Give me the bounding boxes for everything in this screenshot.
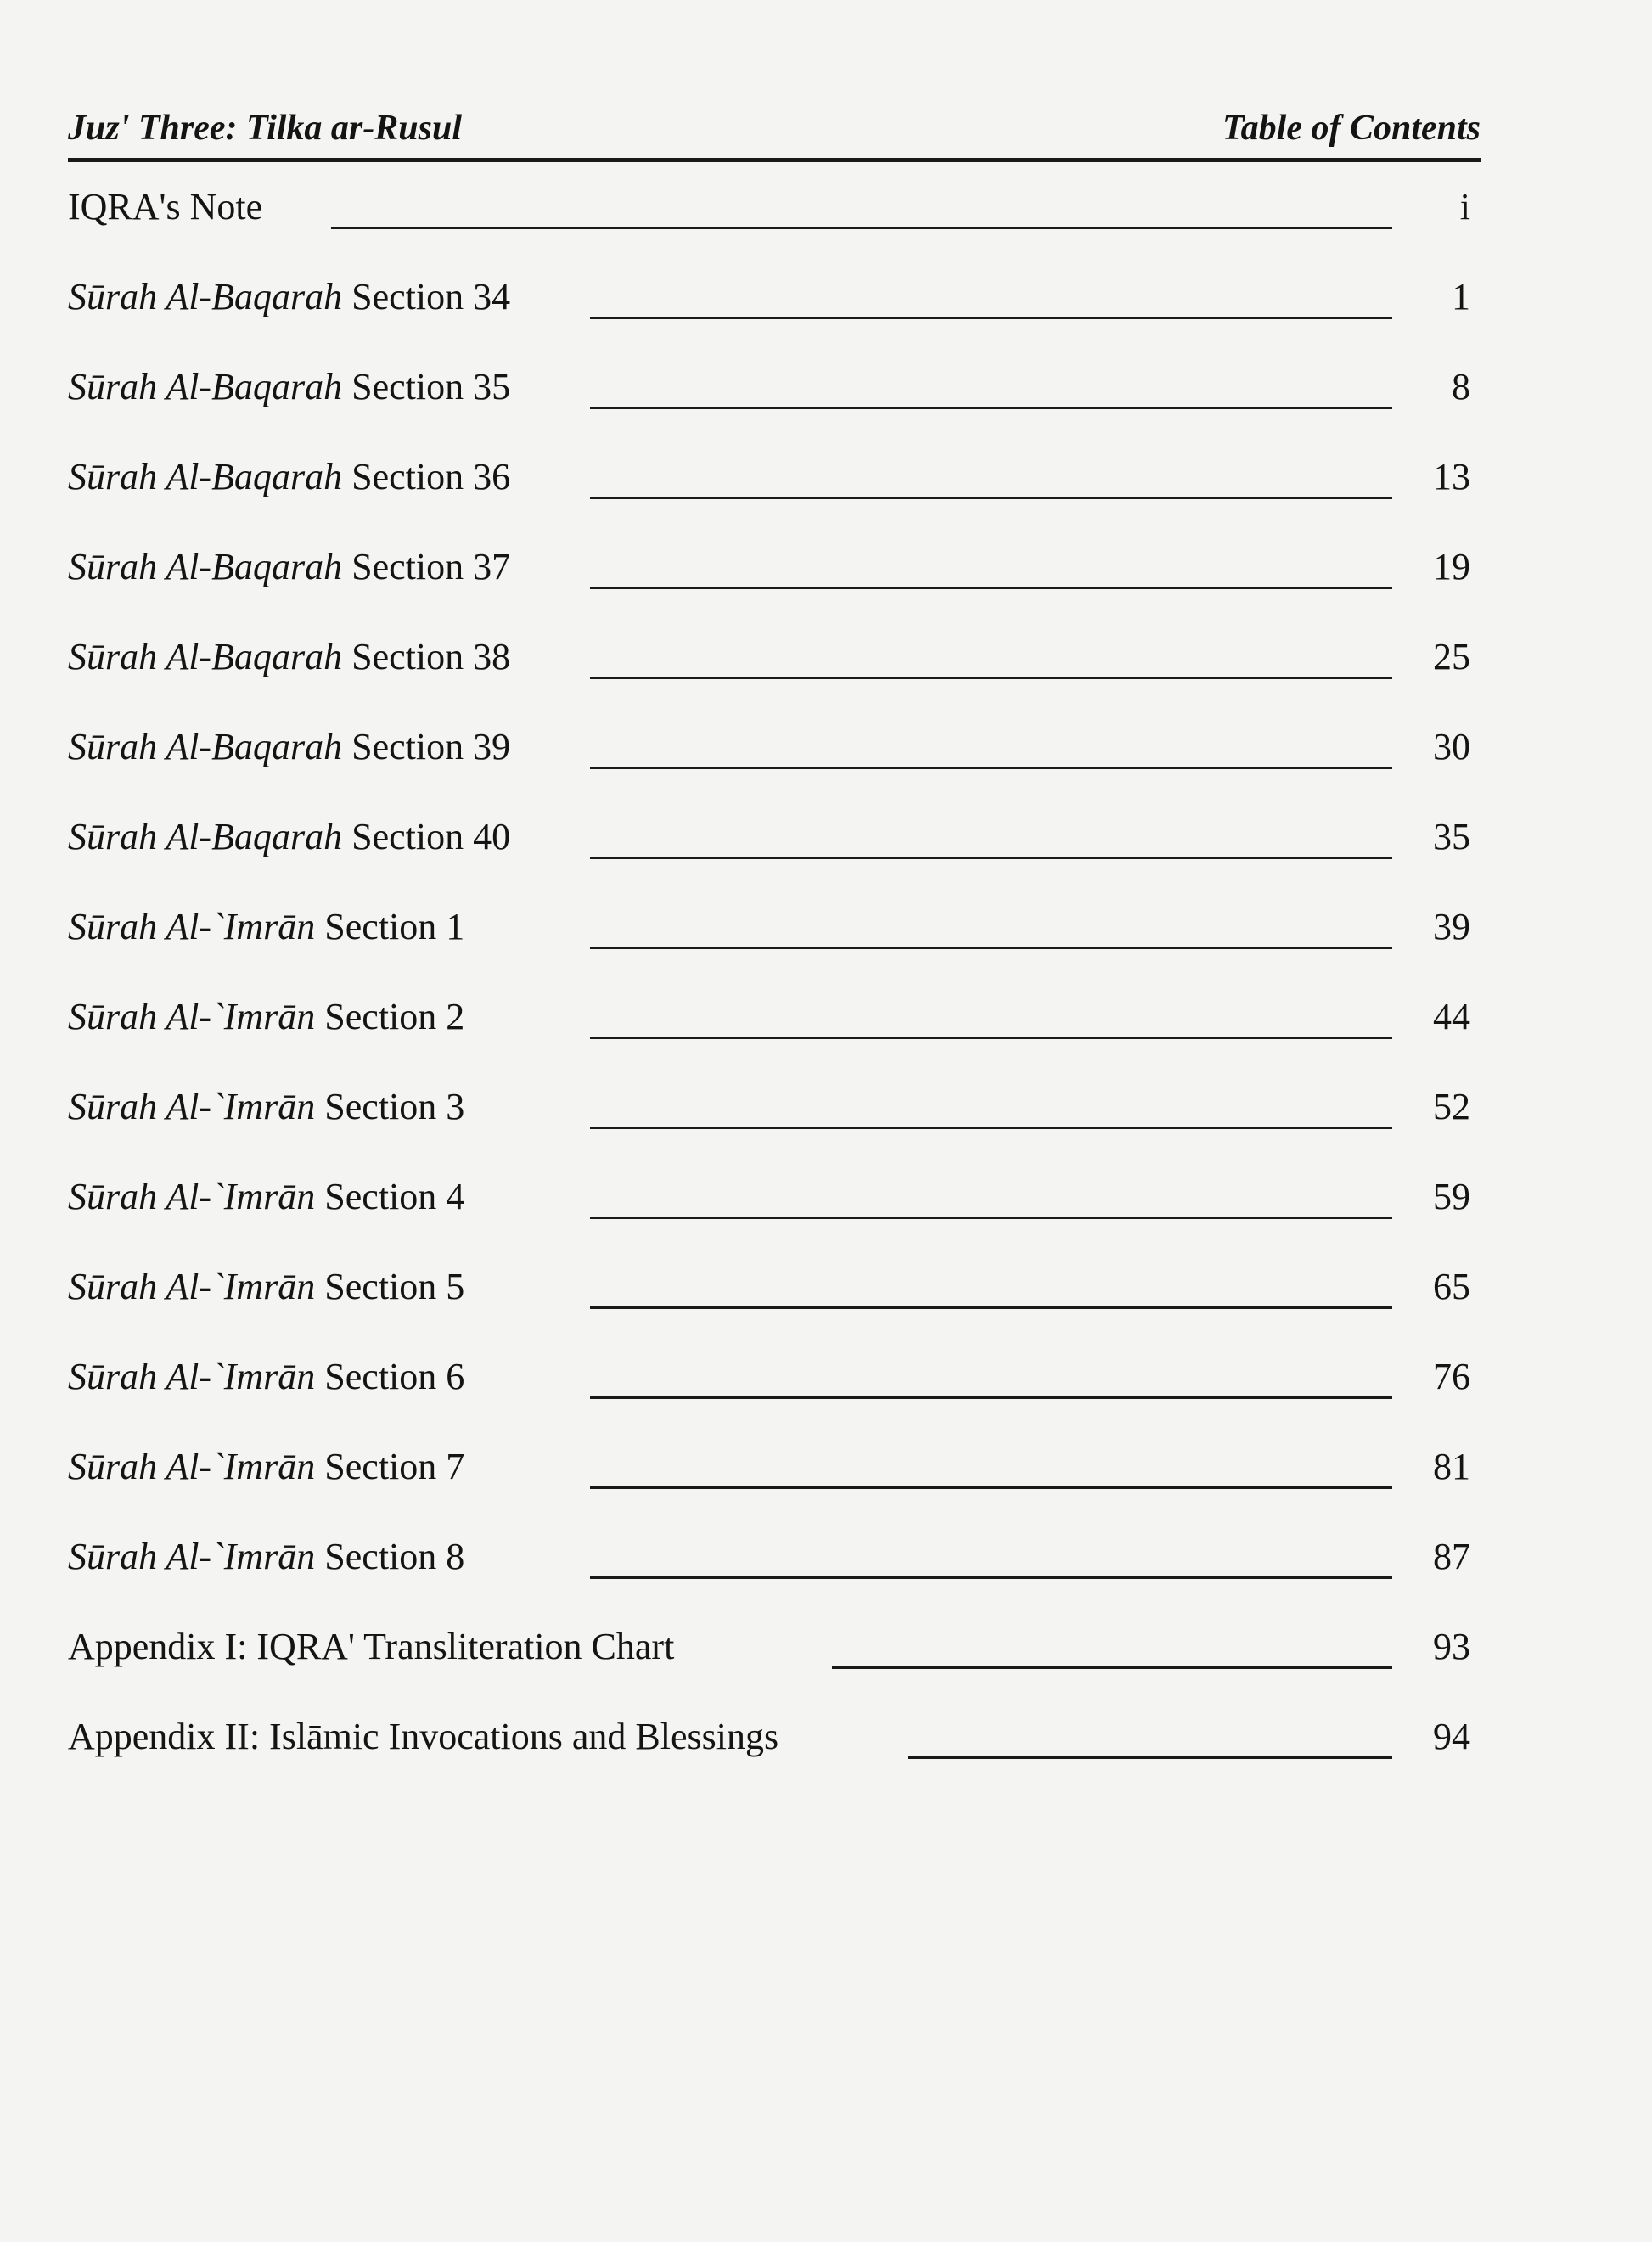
leader-line — [590, 767, 1392, 769]
toc-entry-page: 52 — [1433, 1086, 1470, 1127]
toc-entry-page: 35 — [1433, 816, 1470, 857]
toc-entry-title — [68, 1357, 464, 1397]
leader-line — [590, 1127, 1392, 1129]
toc-entry-title — [68, 277, 510, 317]
toc-entry-surah-name: Sūrah Al-Baqarah — [68, 366, 343, 407]
toc-entry-surah-name: Sūrah Al-`Imrān — [68, 996, 316, 1037]
toc-entry-section: Section 3 — [315, 1086, 465, 1127]
toc-entry-page: 65 — [1433, 1266, 1470, 1307]
leader-line — [331, 227, 1392, 229]
toc-entry-title — [68, 997, 464, 1037]
toc-entry-surah-name: Sūrah Al-`Imrān — [68, 1536, 316, 1577]
toc-entry[interactable] — [68, 275, 1477, 326]
toc-entry-page: 19 — [1433, 546, 1470, 587]
toc-entry[interactable] — [68, 1265, 1477, 1316]
toc-entry-section: Section 8 — [315, 1536, 465, 1577]
leader-line — [590, 677, 1392, 679]
toc-entry-section: Section 36 — [342, 456, 511, 497]
page-header — [68, 104, 1481, 163]
leader-line — [590, 497, 1392, 499]
toc-entry-section: Section 35 — [342, 366, 511, 407]
toc-entry-page: 94 — [1433, 1716, 1470, 1757]
toc-entry-surah-name: Sūrah Al-Baqarah — [68, 816, 343, 857]
toc-entry-title — [68, 1177, 464, 1217]
toc-entry-surah-name: Sūrah Al-Baqarah — [68, 546, 343, 587]
toc-entry[interactable] — [68, 1715, 1477, 1766]
toc-entry-section: Section 40 — [342, 816, 511, 857]
toc-entry-section: Section 39 — [342, 726, 511, 767]
toc-entry-title — [68, 907, 464, 947]
toc-entry-title — [68, 727, 510, 767]
toc-entry-page: 1 — [1452, 276, 1470, 317]
toc-entry[interactable] — [68, 725, 1477, 776]
toc-entry[interactable] — [68, 995, 1477, 1046]
leader-line — [590, 1037, 1392, 1039]
toc-entry-section: Section 38 — [342, 636, 511, 677]
toc-entry-page: i — [1459, 186, 1470, 228]
toc-entry[interactable] — [68, 1535, 1477, 1586]
toc-entry[interactable] — [68, 1175, 1477, 1226]
toc-entry-page: 76 — [1433, 1356, 1470, 1397]
toc-entry-section: Section 5 — [315, 1266, 465, 1307]
toc-entry-title-text: Appendix I: IQRA' Transliteration Chart — [68, 1626, 675, 1667]
toc-entry-title — [68, 1087, 464, 1127]
toc-entry[interactable] — [68, 1625, 1477, 1676]
leader-line — [590, 1486, 1392, 1489]
toc-entry-title — [68, 457, 510, 497]
leader-line — [908, 1756, 1392, 1759]
toc-entry-title — [68, 187, 262, 228]
toc-entry-title — [68, 1537, 464, 1577]
toc-entry-title — [68, 1717, 778, 1757]
leader-line — [832, 1666, 1392, 1669]
toc-entry[interactable] — [68, 365, 1477, 416]
toc-entry[interactable] — [68, 1355, 1477, 1406]
toc-entry-page: 81 — [1433, 1446, 1470, 1487]
toc-entry-surah-name: Sūrah Al-`Imrān — [68, 906, 316, 947]
toc-entry[interactable] — [68, 455, 1477, 506]
leader-line — [590, 1217, 1392, 1219]
toc-entry-title-text: IQRA's Note — [68, 186, 263, 228]
toc-entry-title — [68, 817, 510, 857]
toc-entry-surah-name: Sūrah Al-`Imrān — [68, 1266, 316, 1307]
leader-line — [590, 857, 1392, 859]
toc-entry[interactable] — [68, 545, 1477, 596]
toc-entry-section: Section 7 — [315, 1446, 465, 1487]
toc-entry-title — [68, 637, 510, 677]
leader-line — [590, 587, 1392, 589]
leader-line — [590, 1396, 1392, 1399]
leader-line — [590, 407, 1392, 409]
leader-line — [590, 317, 1392, 319]
toc-entry[interactable] — [68, 815, 1477, 866]
toc-entry-surah-name: Sūrah Al-`Imrān — [68, 1356, 316, 1397]
toc-entry-surah-name: Sūrah Al-Baqarah — [68, 456, 343, 497]
toc-entry-section: Section 6 — [315, 1356, 465, 1397]
toc-entry[interactable] — [68, 185, 1477, 236]
toc-entry-page: 93 — [1433, 1626, 1470, 1667]
toc-entry-page: 30 — [1433, 726, 1470, 767]
toc-entry-section: Section 4 — [315, 1176, 465, 1217]
toc-entry-surah-name: Sūrah Al-`Imrān — [68, 1176, 316, 1217]
toc-entry-section: Section 34 — [342, 276, 511, 317]
leader-line — [590, 1306, 1392, 1309]
toc-entry-page: 44 — [1433, 996, 1470, 1037]
toc-entry-page: 59 — [1433, 1176, 1470, 1217]
leader-line — [590, 947, 1392, 949]
toc-entry-title — [68, 1627, 674, 1667]
toc-entry-page: 13 — [1433, 456, 1470, 497]
toc-entry-title-text: Appendix II: Islāmic Invocations and Blessings — [68, 1716, 779, 1757]
toc-entry-surah-name: Sūrah Al-Baqarah — [68, 726, 343, 767]
toc-entry-section: Section 2 — [315, 996, 465, 1037]
toc-entry-title — [68, 367, 510, 407]
toc-entry[interactable] — [68, 905, 1477, 956]
toc-entry-surah-name: Sūrah Al-Baqarah — [68, 636, 343, 677]
toc-entry-section: Section 37 — [342, 546, 511, 587]
toc-entry-page: 87 — [1433, 1536, 1470, 1577]
toc-entry-section: Section 1 — [315, 906, 465, 947]
toc-entry[interactable] — [68, 1445, 1477, 1496]
toc-entry-page: 39 — [1433, 906, 1470, 947]
toc-entry-title — [68, 547, 510, 587]
toc-entry-surah-name: Sūrah Al-`Imrān — [68, 1446, 316, 1487]
toc-entry-surah-name: Sūrah Al-`Imrān — [68, 1086, 316, 1127]
toc-entry-page: 8 — [1452, 366, 1470, 407]
header-rule — [68, 158, 1481, 162]
running-head-title: Juz' Three: Tilka ar-Rusul — [68, 109, 463, 148]
toc-entry-title — [68, 1267, 464, 1307]
toc-entry-surah-name: Sūrah Al-Baqarah — [68, 276, 343, 317]
toc-entry-title — [68, 1447, 464, 1487]
toc-entry-page: 25 — [1433, 636, 1470, 677]
toc-entry[interactable] — [68, 1085, 1477, 1136]
running-head-section: Table of Contents — [1222, 109, 1481, 148]
toc-entry[interactable] — [68, 635, 1477, 686]
leader-line — [590, 1576, 1392, 1579]
